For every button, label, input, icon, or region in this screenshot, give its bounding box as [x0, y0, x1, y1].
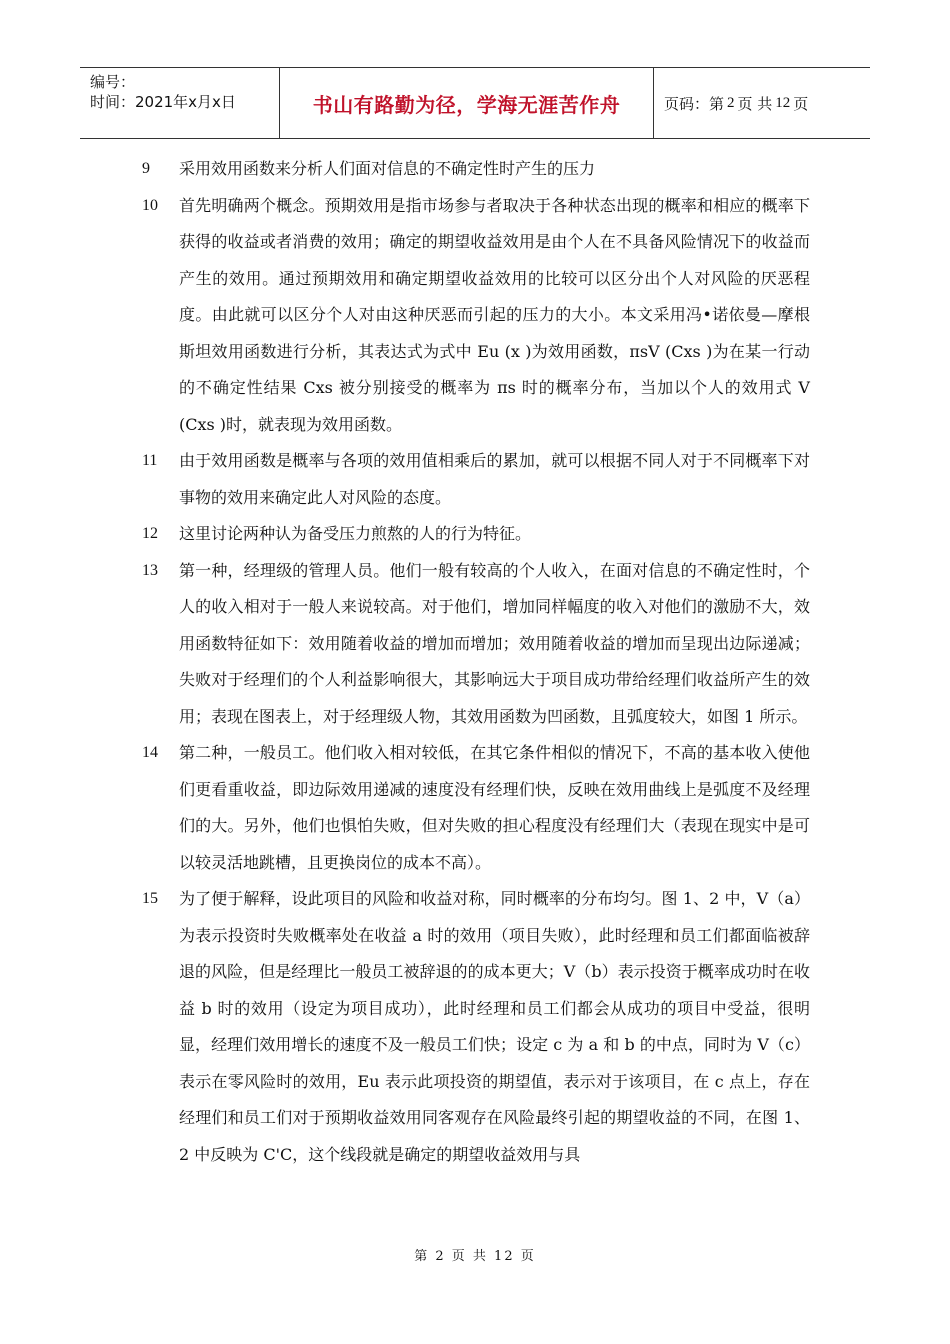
- paragraph-text: 第二种，一般员工。他们收入相对较低，在其它条件相似的情况下，不高的基本收入使他们更看重收益，即边际效用递减的速度没有经理们快，反映在效用曲线上是弧度不及经理们的大。另外，他们也惧怕失败，但对失败的担心程度没有经理们大（表现在现实中是可以较灵活地跳槽，且更换岗位的成本不高）。: [179, 743, 810, 872]
- paragraph-number: 13: [142, 561, 158, 579]
- date-label: 时间：2021年x月x日: [90, 93, 236, 111]
- paragraph-number: 10: [142, 196, 158, 214]
- page-suffix: 页: [793, 94, 809, 113]
- page-prefix: 页码：第: [664, 94, 725, 113]
- paragraph: [142, 188, 810, 444]
- paragraph: [142, 151, 810, 188]
- paragraph-number: 9: [142, 160, 150, 177]
- paragraph-number: 12: [142, 525, 158, 542]
- paragraph: [142, 881, 810, 1173]
- paragraph-text: 首先明确两个概念。预期效用是指市场参与者取决于各种状态出现的概率和相应的概率下获得的收益或者消费的效用；确定的期望收益效用是由个人在不具备风险情况下的收益而产生的效用。通过预期效用和确定期望收益效用的比较可以区分出个人对风险的厌恶程度。由此就可以区分个人对由这种厌恶而引起的压力的大小。本文采用冯•诺依曼—摩根斯坦效用函数进行分析，其表达式为式中 Eu (x )为效用函数，πsV (Cxs )为在某一行动的不确定性结果 Cxs 被分别接受的概率为 πs 时的概率分布，当加以个人的效用式 V (Cxs )时，就表现为效用函数。: [179, 195, 810, 434]
- paragraph-text: 这里讨论两种认为备受压力煎熬的人的行为特征。: [179, 524, 532, 543]
- paragraph-text: 第一种，经理级的管理人员。他们一般有较高的个人收入，在面对信息的不确定性时，个人的收入相对于一般人来说较高。对于他们，增加同样幅度的收入对他们的激励不大，效用函数特征如下：效用随着收益的增加而增加；效用随着收益的增加而呈现出边际递减；失败对于经理们的个人利益影响很大，其影响远大于项目成功带给经理们收益所产生的效用；表现在图表上，对于经理级人物，其效用函数为凹函数，且弧度较大，如图 1 所示。: [179, 560, 810, 726]
- motto-banner: [280, 68, 654, 138]
- page-mid: 页 共: [737, 94, 773, 113]
- page-indicator: [654, 68, 870, 138]
- number-label: 编号：: [90, 73, 136, 91]
- paragraph-text: 为了便于解释，设此项目的风险和收益对称，同时概率的分布均匀。图 1、2 中，V（a）为表示投资时失败概率处在收益 a 时的效用（项目失败），此时经理和员工们都面临被辞退的风险，但是经理比一般员工被辞退的的成本更大；V（b）表示投资于概率成功时在收益 b 时的效用（设定为项目成功），此时经理和员工们都会从成功的项目中受益，很明显，经理们效用增长的速度不及一般员工们快；设定 c 为 a 和 b 的中点，同时为 V（c）表示在零风险时的效用，Eu 表示此项投资的期望值，表示对于该项目，在 c 点上，存在经理们和员工们对于预期收益效用同客观存在风险最终引起的期望收益的不同，在图 1、2 中反映为 C'C，这个线段就是确定的期望收益效用与具: [179, 889, 810, 1164]
- document-body: [142, 151, 810, 1173]
- paragraph-number: 14: [142, 744, 158, 761]
- motto-text: 书山有路勤为径，学海无涯苦作舟: [312, 92, 621, 117]
- paragraph-number: 11: [142, 452, 158, 469]
- header-left-cell: [80, 68, 280, 138]
- paragraph: [142, 553, 810, 736]
- paragraph-number: 15: [142, 890, 158, 907]
- page-total: 12: [775, 94, 791, 111]
- paragraph-text: 采用效用函数来分析人们面对信息的不确定性时产生的压力: [179, 159, 596, 178]
- page-current: 2: [727, 94, 735, 111]
- paragraph: [142, 735, 810, 881]
- page-header-table: [80, 67, 870, 139]
- paragraph-text: 由于效用函数是概率与各项的效用值相乘后的累加，就可以根据不同人对于不同概率下对事物的效用来确定此人对风险的态度。: [179, 451, 810, 507]
- footer-page-number: 第 2 页 共 12 页: [414, 1249, 536, 1264]
- page-footer: [0, 1245, 950, 1264]
- paragraph: [142, 516, 810, 553]
- paragraph: [142, 443, 810, 516]
